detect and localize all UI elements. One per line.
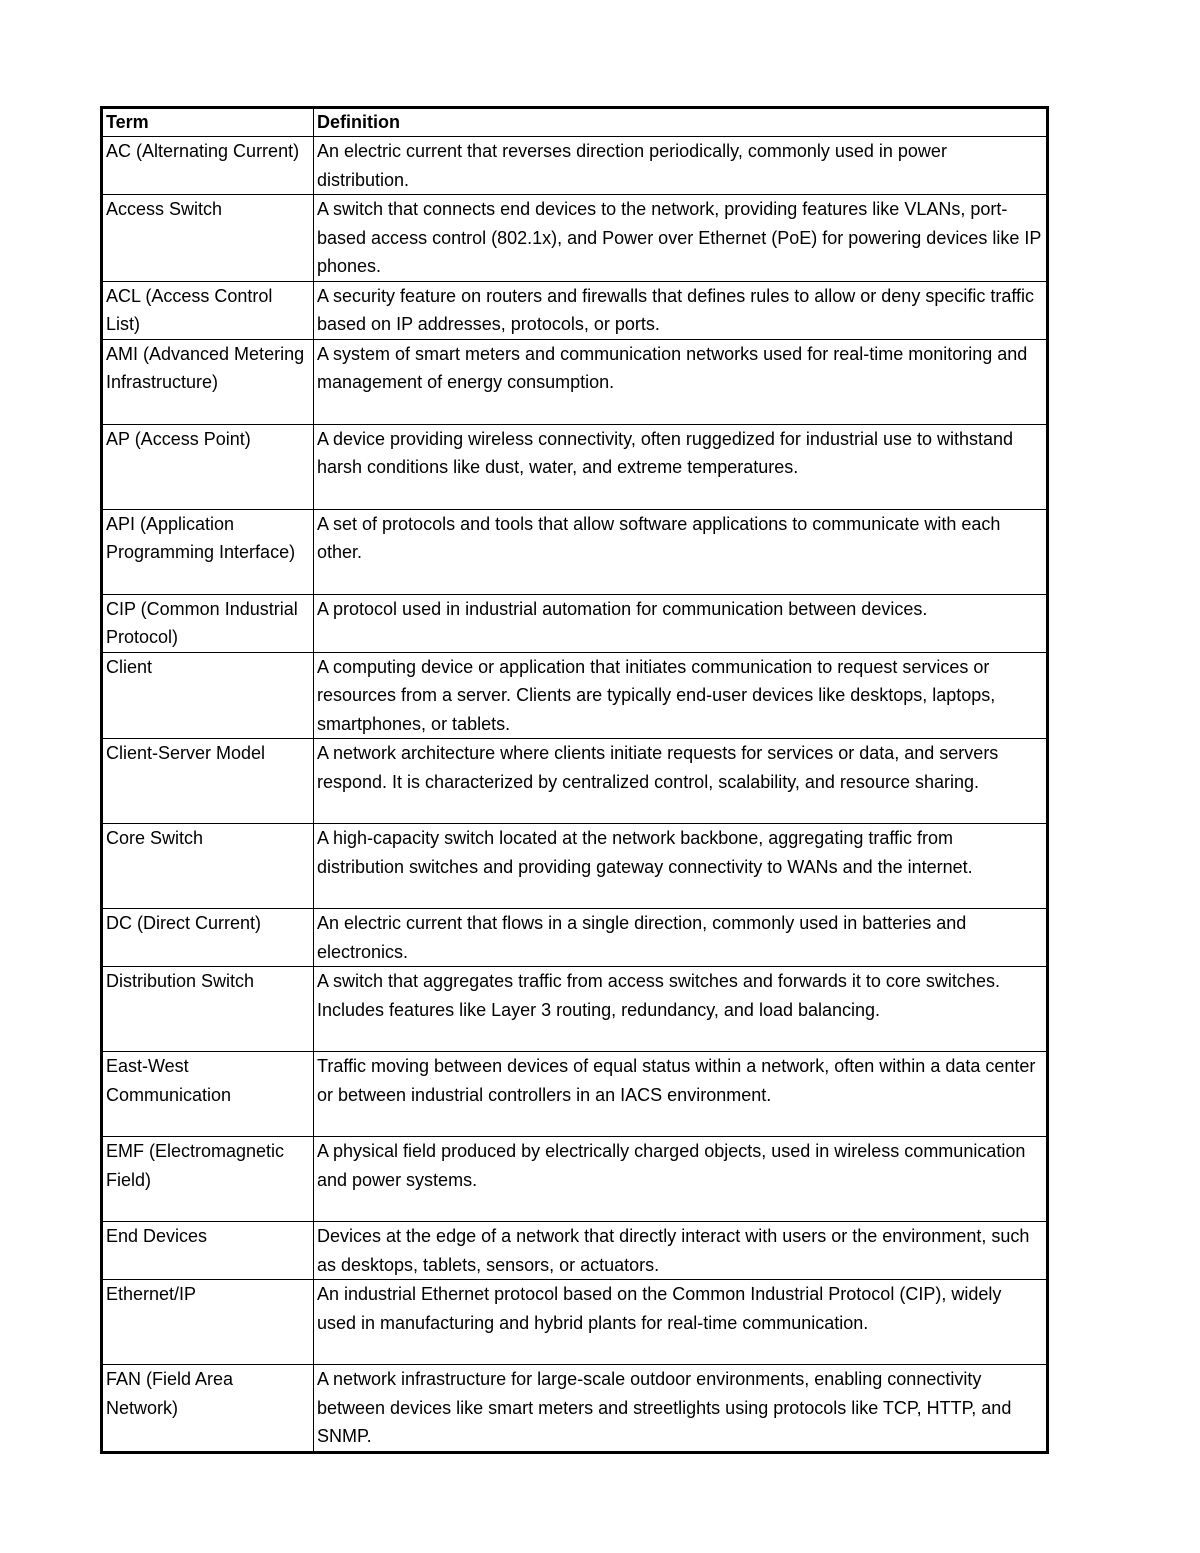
definition-column-header: Definition [314,108,1048,137]
table-row [102,195,1048,282]
table-row [102,281,1048,339]
term-cell: FAN (Field Area Network) [102,1365,314,1453]
term-cell: Client-Server Model [102,739,314,824]
table-header-row [102,108,1048,137]
glossary-table [100,106,1049,1454]
table-row [102,594,1048,652]
term-cell: DC (Direct Current) [102,909,314,967]
definition-cell: An electric current that reverses direction periodically, commonly used in power distribution. [314,137,1048,195]
definition-cell: A physical field produced by electrically charged objects, used in wireless communication and power systems. [314,1137,1048,1222]
term-cell: AMI (Advanced Metering Infrastructure) [102,339,314,424]
term-cell: API (Application Programming Interface) [102,509,314,594]
table-row [102,739,1048,824]
term-cell: East-West Communication [102,1052,314,1137]
table-row [102,1052,1048,1137]
definition-cell: A high-capacity switch located at the network backbone, aggregating traffic from distribution switches and providing gateway connectivity to WANs and the internet. [314,824,1048,909]
term-cell: Client [102,652,314,739]
definition-cell: A computing device or application that initiates communication to request services or resources from a server. Clients are typically end-user devices like desktops, laptops, smartphones, or tablets. [314,652,1048,739]
definition-cell: A set of protocols and tools that allow software applications to communicate with each other. [314,509,1048,594]
definition-cell: An industrial Ethernet protocol based on the Common Industrial Protocol (CIP), widely used in manufacturing and hybrid plants for real-time communication. [314,1280,1048,1365]
table-row [102,909,1048,967]
table-row [102,339,1048,424]
definition-cell: A security feature on routers and firewalls that defines rules to allow or deny specific traffic based on IP addresses, protocols, or ports. [314,281,1048,339]
definition-cell: A network infrastructure for large-scale outdoor environments, enabling connectivity between devices like smart meters and streetlights using protocols like TCP, HTTP, and SNMP. [314,1365,1048,1453]
table-row [102,824,1048,909]
term-cell: AC (Alternating Current) [102,137,314,195]
table-row [102,424,1048,509]
definition-cell: A device providing wireless connectivity, often ruggedized for industrial use to withstand harsh conditions like dust, water, and extreme temperatures. [314,424,1048,509]
table-row [102,1137,1048,1222]
definition-cell: Devices at the edge of a network that directly interact with users or the environment, such as desktops, tablets, sensors, or actuators. [314,1222,1048,1280]
definition-cell: A switch that connects end devices to the network, providing features like VLANs, port-based access control (802.1x), and Power over Ethernet (PoE) for powering devices like IP phones. [314,195,1048,282]
table-row [102,967,1048,1052]
definition-cell: A system of smart meters and communication networks used for real-time monitoring and management of energy consumption. [314,339,1048,424]
definition-cell: A network architecture where clients initiate requests for services or data, and servers respond. It is characterized by centralized control, scalability, and resource sharing. [314,739,1048,824]
definition-cell: An electric current that flows in a single direction, commonly used in batteries and electronics. [314,909,1048,967]
table-row [102,137,1048,195]
term-cell: CIP (Common Industrial Protocol) [102,594,314,652]
term-cell: Access Switch [102,195,314,282]
term-cell: Core Switch [102,824,314,909]
term-cell: ACL (Access Control List) [102,281,314,339]
term-cell: AP (Access Point) [102,424,314,509]
definition-cell: A protocol used in industrial automation for communication between devices. [314,594,1048,652]
term-cell: Distribution Switch [102,967,314,1052]
term-cell: Ethernet/IP [102,1280,314,1365]
term-cell: EMF (Electromagnetic Field) [102,1137,314,1222]
term-column-header: Term [102,108,314,137]
table-row [102,509,1048,594]
definition-cell: A switch that aggregates traffic from access switches and forwards it to core switches. Includes features like Layer 3 routing, redundancy, and load balancing. [314,967,1048,1052]
table-row [102,1365,1048,1453]
table-row [102,1280,1048,1365]
definition-cell: Traffic moving between devices of equal status within a network, often within a data center or between industrial controllers in an IACS environment. [314,1052,1048,1137]
term-cell: End Devices [102,1222,314,1280]
table-row [102,1222,1048,1280]
table-row [102,652,1048,739]
